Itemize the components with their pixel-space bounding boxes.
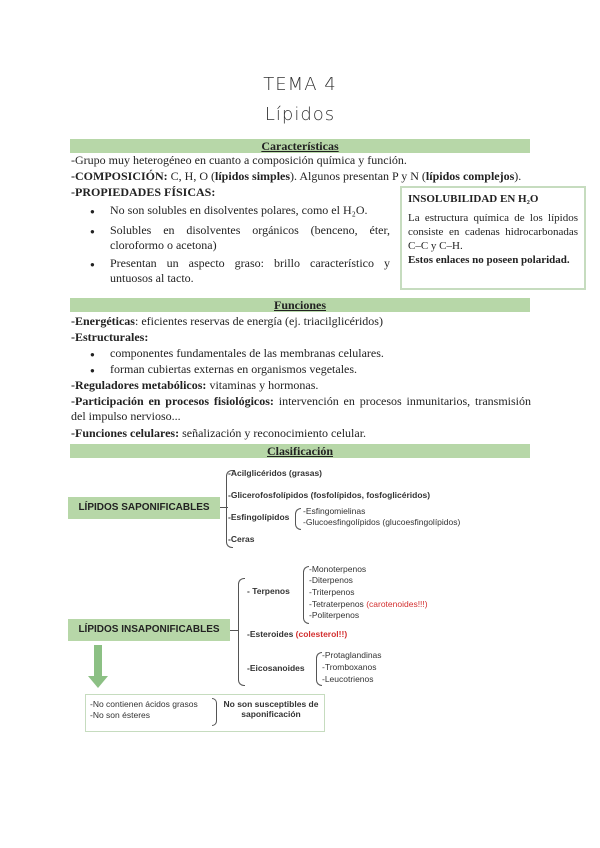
funcion-participacion: -Participación en procesos fisiológicos: intervención en procesos inmunitarios, transmisión del impulso nervioso... — [71, 394, 531, 423]
insaponificables-brace — [238, 578, 245, 686]
estructural-item: ● componentes fundamentales de las membranas celulares. — [110, 346, 510, 361]
terpeno-item: -Monoterpenos — [309, 564, 367, 574]
propiedad-item: ● Solubles en disolventes orgánicos (benceno, éter, cloroformo o acetona) — [110, 223, 390, 253]
down-arrow-icon — [88, 676, 108, 688]
caracteristicas-line1: -Grupo muy heterogéneo en cuanto a composición química y función. — [71, 153, 407, 167]
composicion-text-b: lípidos simples — [215, 169, 291, 183]
callout-bold: Estos enlaces no poseen polaridad. — [408, 254, 570, 266]
composicion-text-c: ). Algunos presentan P y N ( — [290, 169, 426, 183]
funcion-celulares: -Funciones celulares: señalización y reconocimiento celular. — [71, 426, 367, 440]
terpeno-item: -Triterpenos — [309, 587, 355, 597]
saponificable-item: -Glicerofosfolípidos (fosfolípidos, fosfoglicéridos) — [228, 490, 431, 500]
composicion-line — [71, 169, 541, 184]
eicosanoide-item: -Protaglandinas — [322, 650, 382, 660]
bottom-item: -No son ésteres — [90, 710, 150, 720]
eicosanoide-item: -Leucotrienos — [322, 674, 374, 684]
callout-text: La estructura química de los lípidos consiste en cadenas hidrocarbonadas C–C y C–H. — [408, 212, 578, 252]
insaponificables-box: LÍPIDOS INSAPONIFICABLES — [68, 619, 230, 641]
propiedad-item: ● Presentan un aspecto graso: brillo característico y untuosos al tacto. — [110, 256, 390, 286]
esteroides-item: -Esteroides (colesterol!!) — [247, 629, 348, 639]
insolubilidad-callout — [400, 186, 586, 290]
eicosanoide-item: -Tromboxanos — [322, 662, 377, 672]
saponificables-box: LÍPIDOS SAPONIFICABLES — [68, 497, 220, 519]
terpeno-item: -Politerpenos — [309, 610, 360, 620]
saponificable-item: -Esfingolípidos — [228, 512, 290, 522]
esfingo-sub-item: -Glucoesfingolípidos (glucoesfingolípidos) — [303, 517, 461, 527]
funcion-reguladores: -Reguladores metabólicos: vitaminas y hormonas. — [71, 378, 319, 392]
composicion-text-e: ). — [514, 169, 522, 183]
bottom-item: -No contienen ácidos grasos — [90, 699, 198, 709]
composicion-text-a: C, H, O ( — [167, 169, 216, 183]
saponificable-item: -Acilglicéridos (grasas) — [228, 468, 323, 478]
callout-title: INSOLUBILIDAD EN H₂O — [408, 193, 539, 205]
connector-line — [230, 630, 238, 631]
section-heading-funciones: Funciones — [70, 298, 530, 312]
composicion-label: -COMPOSICIÓN: — [71, 169, 168, 183]
bottom-conclusion: No son susceptibles de saponificación — [223, 699, 319, 719]
section-heading-caracteristicas: Características — [70, 139, 530, 153]
down-arrow-shaft — [94, 645, 102, 677]
bottom-brace — [212, 698, 217, 726]
esfingo-brace — [295, 508, 301, 530]
propiedades-label: -PROPIEDADES FÍSICAS: — [71, 185, 216, 199]
eicosanoides-label: -Eicosanoides — [247, 663, 305, 673]
page-title: Lípidos — [264, 104, 336, 125]
funcion-estructurales: -Estructurales: — [71, 330, 149, 344]
section-heading-clasificacion: Clasificación — [70, 444, 530, 458]
estructural-item: ● forman cubiertas externas en organismos vegetales. — [110, 362, 510, 377]
esfingo-sub-item: -Esfingomielinas — [303, 506, 366, 516]
composicion-text-d: lípidos complejos — [425, 169, 515, 183]
tema-title: TEMA 4 — [263, 74, 337, 95]
terpenos-label: - Terpenos — [247, 586, 290, 596]
propiedad-item: ● No son solubles en disolventes polares, como el H₂O. — [110, 203, 390, 218]
funcion-energeticas: -Energéticas: eficientes reservas de energía (ej. triacilglicéridos) — [71, 314, 383, 328]
terpeno-item-tetraterpenos: -Tetraterpenos (carotenoides!!!) — [309, 599, 428, 609]
terpeno-item: -Diterpenos — [309, 575, 353, 585]
saponificable-item: -Ceras — [228, 534, 255, 544]
